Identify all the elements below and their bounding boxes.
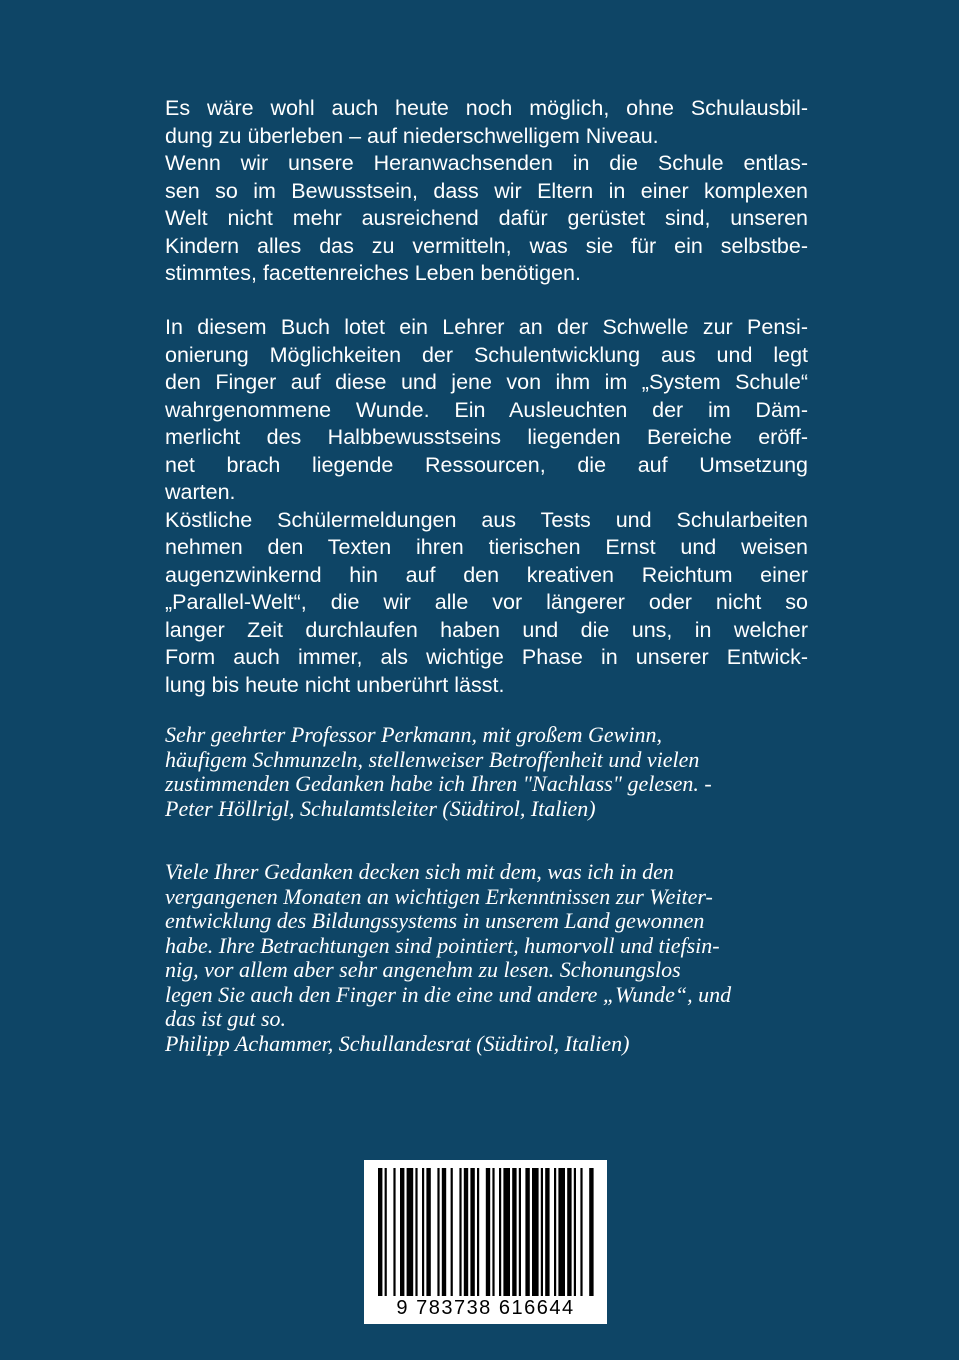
text-line: stimmtes, facettenreiches Leben benötigen. xyxy=(165,261,581,285)
text-line: warten. xyxy=(165,480,236,504)
text-line: wahrgenommene Wunde. Ein Ausleuchten der im Däm- xyxy=(165,397,808,422)
barcode-bar xyxy=(442,1168,446,1296)
blurb-continued xyxy=(165,314,808,699)
barcode-bar xyxy=(385,1168,387,1296)
text-line: onierung Möglichkeiten der Schulentwicklung aus und legt xyxy=(165,342,808,367)
barcode-bar xyxy=(545,1168,549,1296)
text-line: langer Zeit durchlaufen haben und die uns, in welcher xyxy=(165,617,808,642)
blurb-paragraph-2 xyxy=(165,314,808,699)
barcode-bar xyxy=(558,1168,565,1296)
text-line: net brach liegende Ressourcen, die auf Umsetzung xyxy=(165,452,808,477)
barcode-bar xyxy=(519,1168,521,1296)
quote-attribution: Peter Höllrigl, Schulamtsleiter (Südtirol, Italien) xyxy=(165,795,596,821)
barcode-bar xyxy=(477,1168,479,1296)
text-line: In diesem Buch lotet ein Lehrer an der Schwelle zur Pensi- xyxy=(165,315,808,339)
text-line: entwicklung des Bildungssystems in unserem Land gewonnen xyxy=(165,908,705,933)
text-line: Sehr geehrter Professor Perkmann, mit großem Gewinn, xyxy=(165,722,662,747)
barcode-bar xyxy=(470,1168,474,1296)
quote-achammer xyxy=(165,860,808,1056)
quote-paragraph xyxy=(165,860,808,1056)
text-line: Welt nicht mehr ausreichend dafür gerüstet sind, unseren xyxy=(165,206,808,230)
text-line: häufigem Schmunzeln, stellenweiser Betroffenheit und vielen xyxy=(165,746,700,772)
barcode-bar xyxy=(580,1168,582,1296)
isbn-barcode xyxy=(364,1160,607,1324)
text-line: augenzwinkernd hin auf den kreativen Reichtum einer xyxy=(165,562,808,587)
barcode-bar xyxy=(422,1168,424,1296)
text-line: das ist gut so. xyxy=(165,1006,287,1031)
barcode-bar xyxy=(554,1168,556,1296)
barcode-bar xyxy=(486,1168,490,1296)
barcode-bar xyxy=(451,1168,453,1296)
text-line: nig, vor allem aber sehr angenehm zu lesen. Schonungslos xyxy=(165,957,681,982)
barcode-bar xyxy=(378,1168,382,1296)
text-line: Kindern alles das zu vermitteln, was sie für ein selbstbe- xyxy=(165,233,808,258)
barcode-bar xyxy=(574,1168,576,1296)
barcode-bar xyxy=(393,1168,395,1296)
text-line: legen Sie auch den Finger in die eine und andere „Wunde“, und xyxy=(165,981,732,1007)
text-line: merlicht des Halbbewusstseins liegenden Bereiche eröff- xyxy=(165,425,808,449)
barcode-bar xyxy=(532,1168,539,1296)
text-line: nehmen den Texten ihren tierischen Ernst und weisen xyxy=(165,535,808,559)
text-line: vergangenen Monaten an wichtigen Erkenntnissen zur Weiter- xyxy=(165,883,713,909)
barcode-bar xyxy=(437,1168,439,1296)
barcode-bar xyxy=(567,1168,571,1296)
text-line: „Parallel-Welt“, die wir alle vor längerer oder nicht so xyxy=(165,590,808,614)
text-line: Wenn wir unsere Heranwachsenden in die Schule entlas- xyxy=(165,151,808,175)
quote-attribution: Philipp Achammer, Schullandesrat (Südtirol, Italien) xyxy=(165,1030,630,1056)
barcode-bar xyxy=(503,1168,510,1296)
barcode-bar xyxy=(512,1168,516,1296)
text-line: Viele Ihrer Gedanken decken sich mit dem, was ich in den xyxy=(165,859,674,884)
text-line: den Finger auf diese und jene von ihm im „System Schule“ xyxy=(165,370,808,394)
text-line: Form auch immer, als wichtige Phase in unserer Entwick- xyxy=(165,645,808,669)
quote-hoellrigl xyxy=(165,723,808,821)
barcode-bar xyxy=(400,1168,404,1296)
text-line: lung bis heute nicht unberührt lässt. xyxy=(165,672,505,697)
barcode-bar xyxy=(499,1168,501,1296)
text-line: Es wäre wohl auch heute noch möglich, ohne Schulausbil- xyxy=(165,96,808,120)
barcode-bar xyxy=(541,1168,543,1296)
barcode-bar xyxy=(464,1168,468,1296)
barcode-bar xyxy=(589,1168,593,1296)
blurb-paragraph-1 xyxy=(165,95,808,288)
barcode-bar xyxy=(492,1168,494,1296)
quote-paragraph xyxy=(165,723,808,821)
text-line: sen so im Bewusstsein, dass wir Eltern in einer komplexen xyxy=(165,178,808,203)
text-line: Köstliche Schülermeldungen aus Tests und Schularbeiten xyxy=(165,507,808,532)
blurb xyxy=(165,95,808,288)
barcode-bars-icon xyxy=(374,1168,598,1296)
text-line: habe. Ihre Betrachtungen sind pointiert, humorvoll und tiefsin- xyxy=(165,932,720,958)
barcode-bar xyxy=(459,1168,461,1296)
barcode-bar xyxy=(525,1168,529,1296)
text-line: zustimmenden Gedanken habe ich Ihren "Nachlass" gelesen. - xyxy=(165,771,712,796)
barcode-bar xyxy=(426,1168,430,1296)
barcode-bar xyxy=(407,1168,414,1296)
barcode-bar xyxy=(415,1168,417,1296)
text-line: dung zu überleben – auf niederschwelligem Niveau. xyxy=(165,123,659,148)
barcode-number: 9 783738 616644 xyxy=(396,1297,575,1319)
